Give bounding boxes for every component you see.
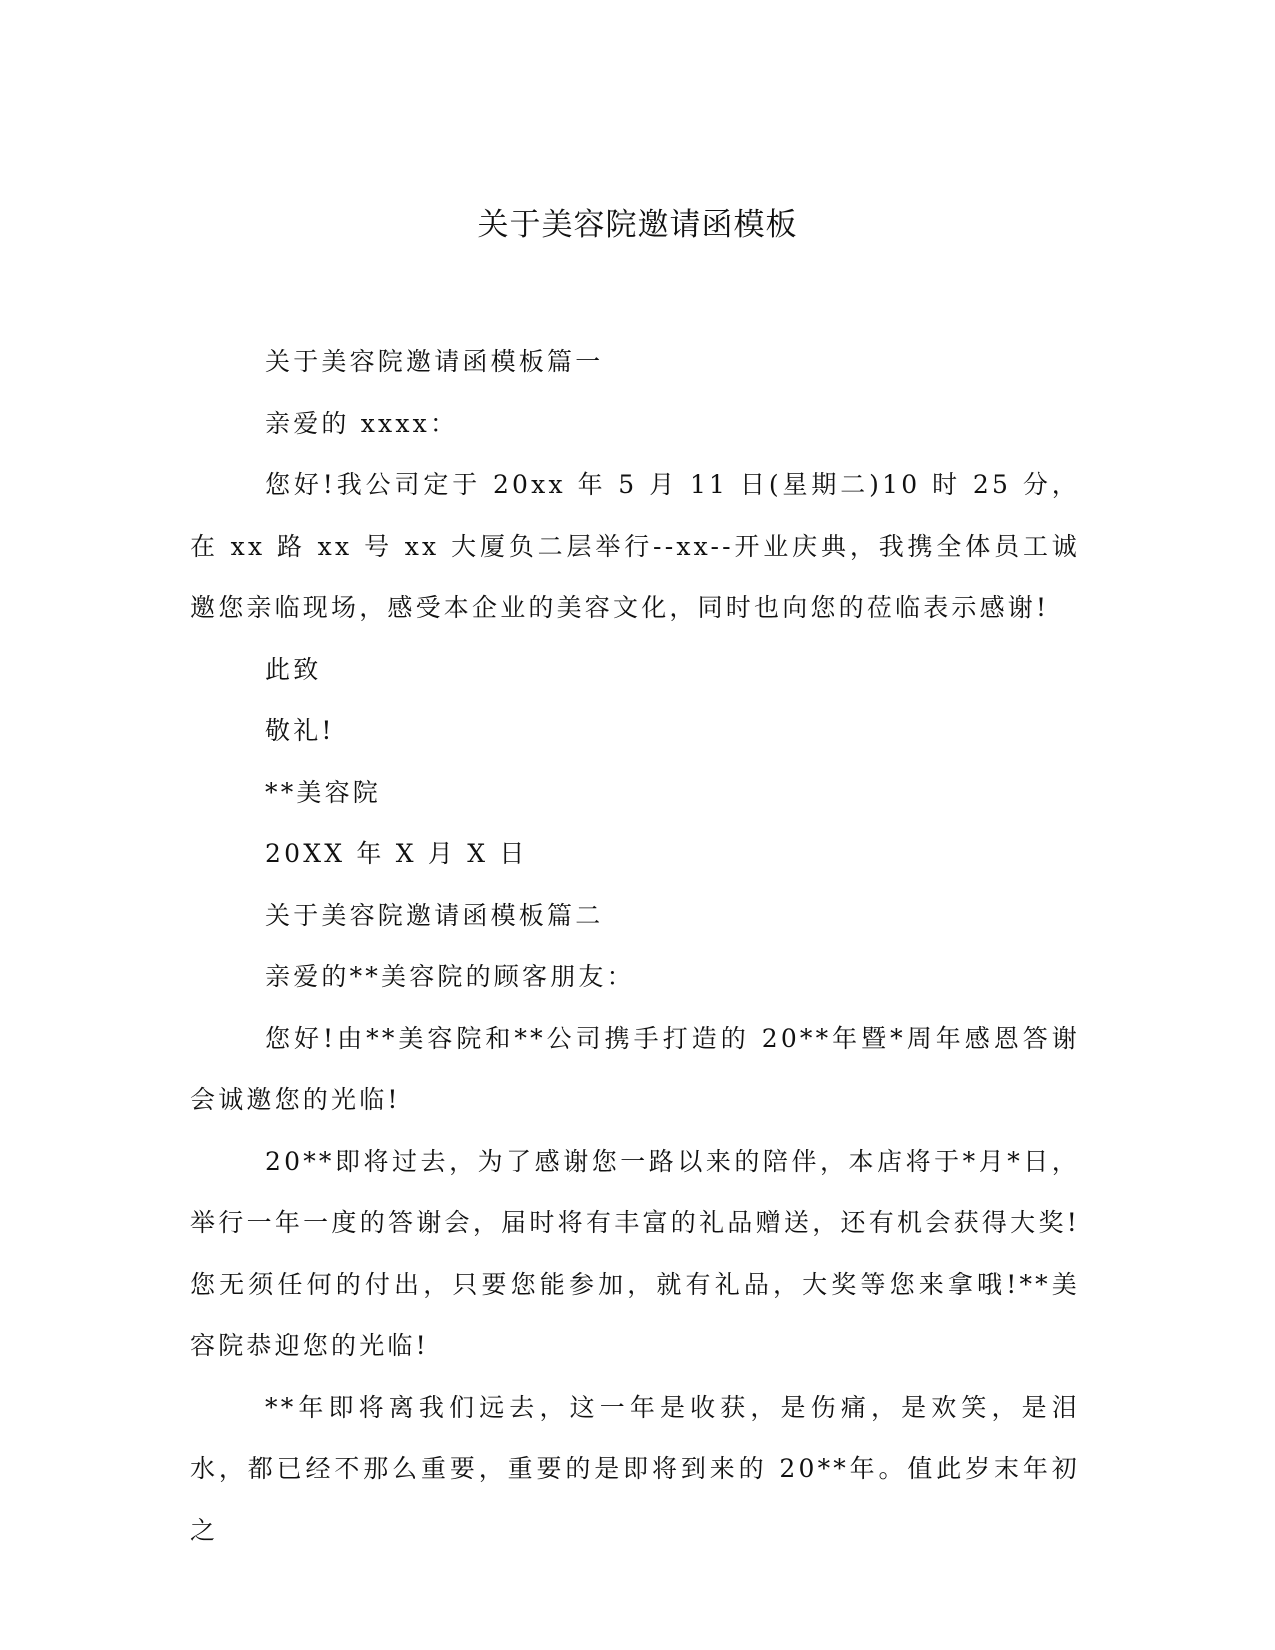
body-paragraph: 您好!由**美容院和**公司携手打造的 20**年暨*周年感恩答谢会诚邀您的光临!	[190, 1023, 1080, 1114]
document-body	[190, 331, 1080, 1561]
salutation-2: 亲爱的**美容院的顾客朋友：	[265, 962, 635, 991]
signature: **美容院	[265, 777, 382, 807]
section-heading-1: 关于美容院邀请函模板篇一	[265, 347, 604, 376]
date-line: 20XX 年 X 月 X 日	[265, 839, 528, 868]
body-paragraph: **年即将离我们远去，这一年是收获，是伤痛，是欢笑，是泪水，都已经不那么重要，重要的是即将到来的 20**年。值此岁末年初之	[190, 1392, 1080, 1545]
closing-line-2: 敬礼!	[265, 716, 335, 745]
closing-line-1: 此致	[265, 654, 322, 684]
body-paragraph: 20**即将过去，为了感谢您一路以来的陪伴，本店将于*月*日，举行一年一度的答谢会，届时将有丰富的礼品赠送，还有机会获得大奖!您无须任何的付出，只要您能参加，就有礼品，大奖等您来拿哦!**美容院恭迎您的光临!	[190, 1146, 1080, 1360]
section-heading-2: 关于美容院邀请函模板篇二	[265, 900, 604, 930]
salutation-1: 亲爱的 xxxx：	[265, 408, 459, 438]
body-paragraph: 您好!我公司定于 20xx 年 5 月 11 日(星期二)10 时 25 分，在 xx 路 xx 号 xx 大厦负二层举行--xx--开业庆典，我携全体员工诚邀您亲临现场，感受本企业的美容文化，同时也向您的莅临表示感谢!	[190, 470, 1080, 622]
document-title: 关于美容院邀请函模板	[477, 207, 798, 243]
